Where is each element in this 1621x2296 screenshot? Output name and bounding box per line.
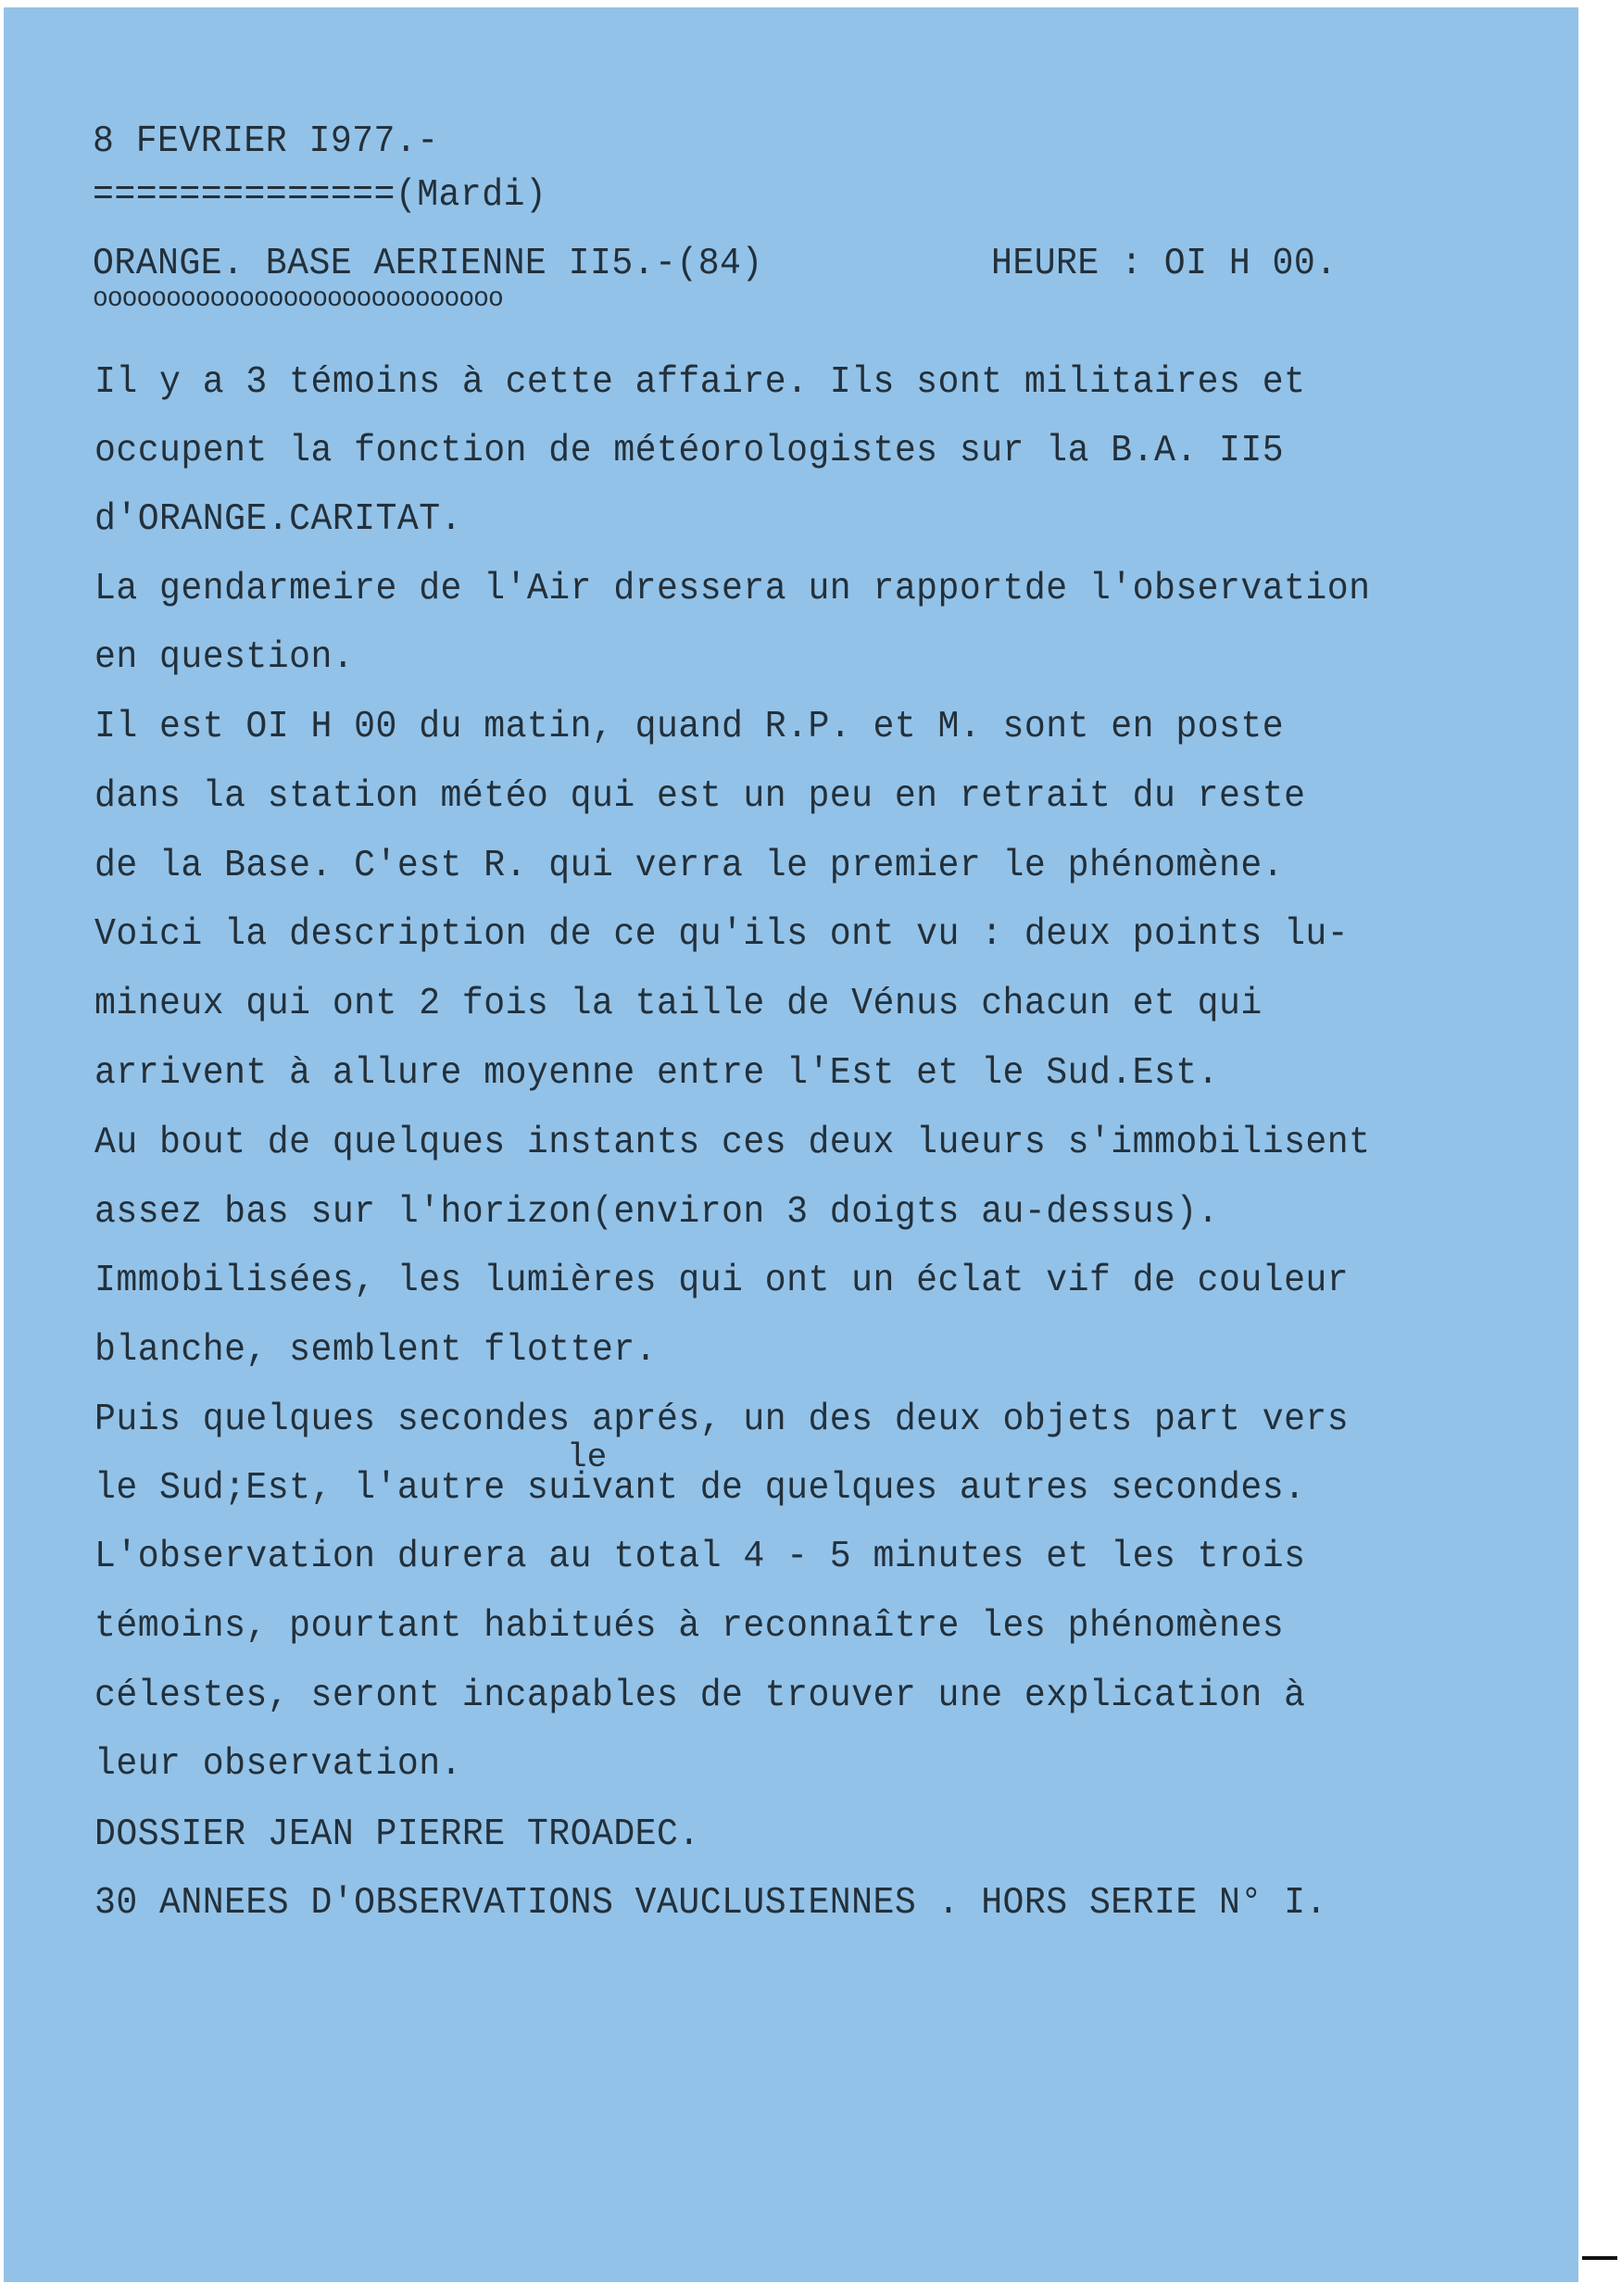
body-line: Il est OI H 00 du matin, quand R.P. et M. sont en poste [94, 706, 1285, 748]
date-heading: 8 FEVRIER I977.- [93, 120, 439, 163]
location-heading: ORANGE. BASE AERIENNE II5.-(84) [93, 243, 763, 285]
source-reference: 30 ANNEES D'OBSERVATIONS VAUCLUSIENNES . HORS SERIE N° I. [94, 1882, 1327, 1925]
body-line: célestes, seront incapables de trouver une explication à [94, 1675, 1306, 1717]
body-line: Immobilisées, les lumières qui ont un éclat vif de couleur [94, 1260, 1350, 1302]
body-line: de la Base. C'est R. qui verra le premier le phénomène. [94, 845, 1285, 887]
body-line: Il y a 3 témoins à cette affaire. Ils sont militaires et [94, 361, 1306, 404]
body-line: d'ORANGE.CARITAT. [94, 498, 462, 541]
circle-underline: oooooooooooooooooooooooooooo [93, 283, 503, 315]
handwritten-insertion: le [567, 1438, 608, 1476]
body-line: blanche, semblent flotter. [94, 1329, 658, 1372]
body-line: leur observation. [94, 1743, 462, 1786]
dossier-credit: DOSSIER JEAN PIERRE TROADEC. [94, 1813, 700, 1856]
body-line: Au bout de quelques instants ces deux lueurs s'immobilisent [94, 1122, 1371, 1164]
body-line: arrivent à allure moyenne entre l'Est et le Sud.Est. [94, 1052, 1220, 1095]
document-page [4, 7, 1578, 2282]
body-line: Puis quelques secondes aprés, un des deux objets part vers [94, 1399, 1350, 1441]
body-line: La gendarmeire de l'Air dressera un rapportde l'observation [94, 568, 1371, 610]
body-line: témoins, pourtant habitués à reconnaître les phénomènes [94, 1605, 1285, 1648]
body-line: mineux qui ont 2 fois la taille de Vénus chacun et qui [94, 983, 1263, 1025]
body-line: en question. [94, 636, 355, 679]
body-line: dans la station météo qui est un peu en retrait du reste [94, 775, 1306, 818]
body-line: le Sud;Est, l'autre suivant de quelques autres secondes. [94, 1467, 1306, 1510]
body-line: occupent la fonction de météorologistes sur la B.A. II5 [94, 430, 1285, 472]
time-heading: HEURE : OI H 00. [991, 243, 1338, 285]
body-line: L'observation durera au total 4 - 5 minutes et les trois [94, 1536, 1306, 1578]
date-underline-weekday: ==============(Mardi) [93, 174, 547, 217]
scan-edge-mark [1582, 2256, 1617, 2260]
body-line: Voici la description de ce qu'ils ont vu : deux points lu- [94, 913, 1350, 956]
body-line: assez bas sur l'horizon(environ 3 doigts au-dessus). [94, 1191, 1220, 1234]
